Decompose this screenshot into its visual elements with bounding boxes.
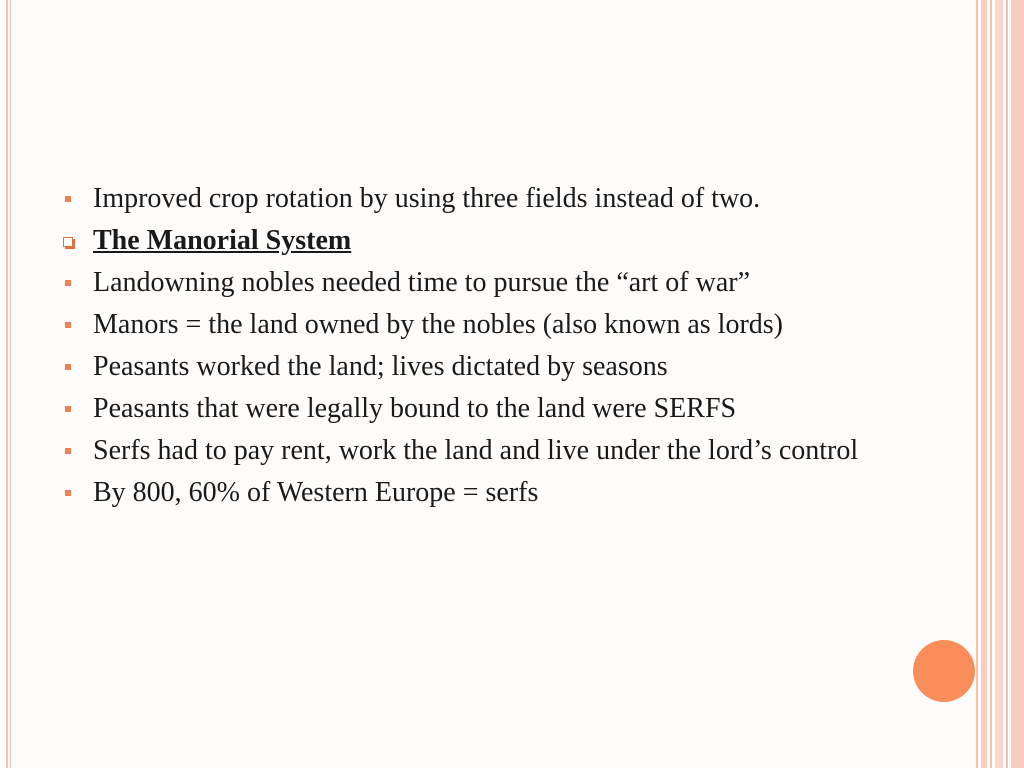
list-item — [60, 392, 870, 426]
square-bullet-icon — [60, 308, 93, 342]
orange-circle-decoration — [913, 640, 975, 702]
stripe — [995, 0, 1003, 768]
left-border-line-inner — [10, 0, 11, 768]
list-item-heading — [60, 224, 870, 258]
bullet-text: Serfs had to pay rent, work the land and live under the lord’s control — [93, 435, 859, 466]
stripe — [976, 0, 978, 768]
bullet-text: Peasants that were legally bound to the land were SERFS — [93, 393, 737, 424]
bullet-text: Peasants worked the land; lives dictated by seasons — [93, 351, 668, 382]
right-decorative-stripes — [976, 0, 1024, 768]
square-bullet-icon — [60, 392, 93, 426]
square-bullet-icon — [60, 476, 93, 510]
stripe — [990, 0, 992, 768]
bullet-text: Improved crop rotation by using three fields instead of two. — [93, 183, 761, 214]
list-item — [60, 266, 870, 300]
section-heading: The Manorial System — [93, 225, 352, 256]
square-bullet-icon — [60, 350, 93, 384]
bullet-text: By 800, 60% of Western Europe = serfs — [93, 477, 539, 508]
list-item — [60, 476, 870, 510]
stripe — [1006, 0, 1008, 768]
stripe — [981, 0, 987, 768]
hollow-square-bullet-icon — [60, 224, 93, 258]
bullet-list — [60, 182, 870, 518]
bullet-text: Manors = the land owned by the nobles (also known as lords) — [93, 309, 784, 340]
list-item — [60, 350, 870, 384]
square-bullet-icon — [60, 182, 93, 216]
left-border-line — [6, 0, 8, 768]
square-bullet-icon — [60, 266, 93, 300]
list-item — [60, 182, 870, 216]
square-bullet-icon — [60, 434, 93, 468]
list-item — [60, 434, 870, 468]
stripe — [1011, 0, 1024, 768]
list-item — [60, 308, 870, 342]
bullet-text: Landowning nobles needed time to pursue the “art of war” — [93, 267, 751, 298]
